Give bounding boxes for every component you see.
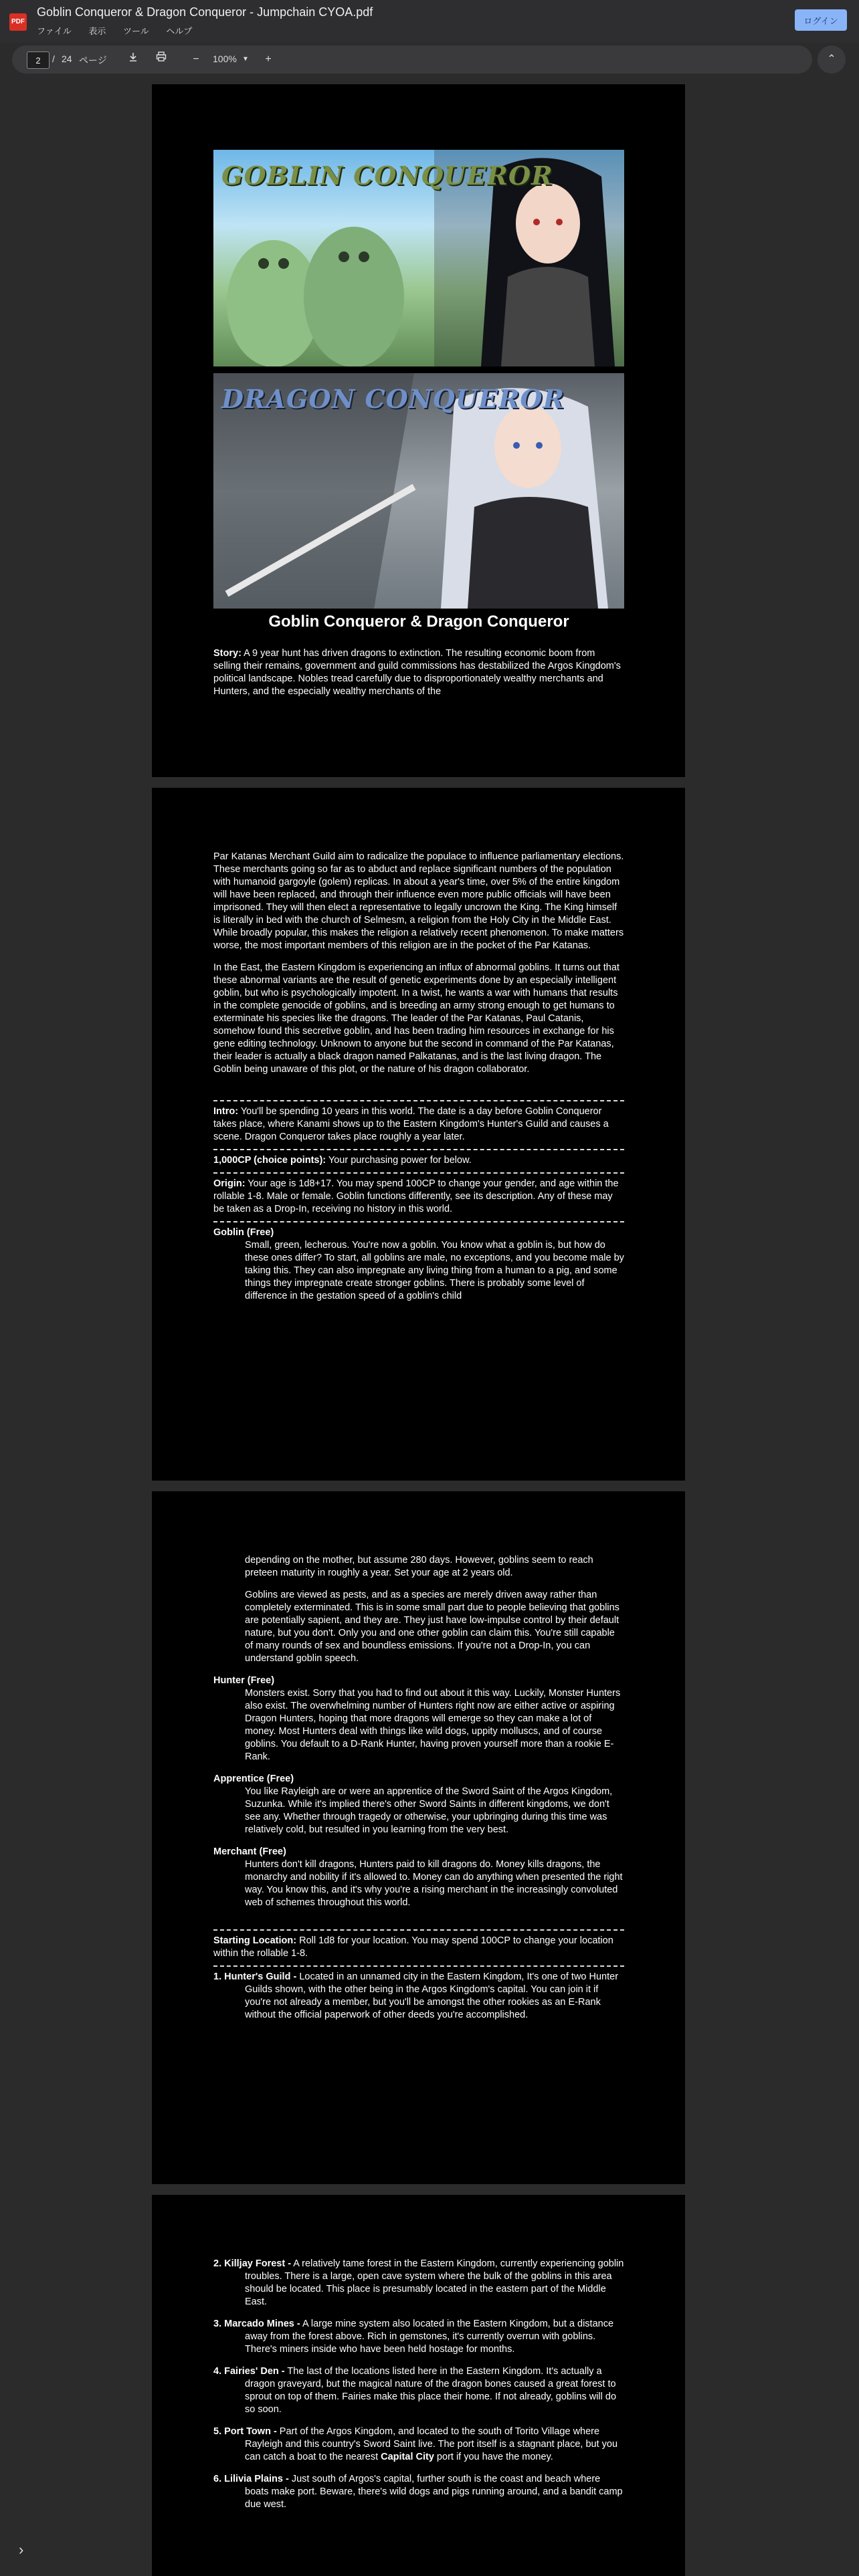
location-6-label: 6. Lilivia Plains - <box>213 2474 289 2484</box>
origin-paragraph <box>213 1178 624 1216</box>
location-2 <box>213 2258 624 2309</box>
goblin-description-cont: depending on the mother, but assume 280 days. However, goblins seem to reach preteen maturity in roughly a year. Set your age at 2 years old. <box>245 1555 593 1578</box>
location-3-text: A large mine system also located in the Eastern Kingdom, but a distance away from the forest above. Rich in gemstones, it's currently overrun with goblins. There's miners inside who have been held hostage for months. <box>245 2319 614 2355</box>
location-3-label: 3. Marcado Mines - <box>213 2319 300 2329</box>
pdf-toolbar <box>12 45 812 74</box>
goblin-label: Goblin (Free) <box>213 1227 274 1238</box>
banner-dragon-title: DRAGON CONQUEROR <box>221 384 565 414</box>
download-icon[interactable] <box>124 51 142 68</box>
merchant-description: Hunters don't kill dragons, Hunters paid to kill dragons do. Money kills dragons, the monarchy and nobility if it's allowed to. Money can do anything when presented the right way. You know this, and it's why you're a rising merchant in the increasingly convoluted web of schemes throughout this world. <box>245 1859 623 1908</box>
apprentice-heading <box>213 1773 624 1786</box>
page-separator: / <box>52 53 55 64</box>
location-5-label: 5. Port Town - <box>213 2426 277 2437</box>
menu-file[interactable]: ファイル <box>37 26 72 36</box>
cp-label: 1,000CP (choice points): <box>213 1155 326 1166</box>
location-6-text: Just south of Argos's capital, further south is the coast and beach where boats make port. Beware, there's wild dogs and pigs running around, and a bandit camp due west. <box>245 2474 623 2510</box>
menu-view[interactable]: 表示 <box>88 26 106 36</box>
divider <box>213 1100 624 1101</box>
page4-content <box>213 2258 624 2520</box>
banner-goblin-title: GOBLIN CONQUEROR <box>221 160 553 191</box>
cp-paragraph <box>213 1154 624 1167</box>
apprentice-label: Apprentice (Free) <box>213 1774 294 1784</box>
cp-text: Your purchasing power for below. <box>326 1155 472 1166</box>
title-bar <box>0 0 859 43</box>
divider <box>213 1929 624 1931</box>
merchant-label: Merchant (Free) <box>213 1846 286 1857</box>
zoom-level[interactable]: 100% <box>213 53 237 64</box>
location-6 <box>213 2473 624 2511</box>
pdf-page-4 <box>152 2195 685 2576</box>
page2-content <box>213 851 624 1303</box>
location-4 <box>213 2365 624 2416</box>
page-number-input[interactable] <box>27 51 50 69</box>
origin-label: Origin: <box>213 1178 246 1189</box>
page-total: 24 <box>62 53 72 64</box>
goblin-heading <box>213 1226 624 1239</box>
chevron-down-icon[interactable]: ▼ <box>242 56 249 63</box>
location-2-label: 2. Killjay Forest - <box>213 2258 292 2269</box>
location-1-text: Located in an unnamed city in the Eastern Kingdom, It's one of two Hunter Guilds shown, with the other being in the Argos Kingdom's capital. You can join it if you're not already a member, but you'll be amongst the other rookies as an E-Rank without the official paperwork of other deeds you're accomplished. <box>245 1971 619 2020</box>
location-5-text-b: port if you have the money. <box>434 2452 553 2462</box>
location-2-text: A relatively tame forest in the Eastern Kingdom, currently experiencing goblin troubles. There is a large, open cave system where the bulk of the goblins in this area should be located. This place is presumably located in the eastern part of the Middle East. <box>245 2258 624 2307</box>
location-4-label: 4. Fairies' Den - <box>213 2366 285 2377</box>
menu-help[interactable]: ヘルプ <box>166 26 193 36</box>
login-button[interactable]: ログイン <box>795 9 847 31</box>
story-paragraph <box>213 647 624 698</box>
story-paragraph-2: Par Katanas Merchant Guild aim to radicalize the populace to influence parliamentary elections. These merchants going so far as to abduct and replace significant numbers of the population with humanoid gargoyle (golem) replicas. In about a year's time, over 5% of the entire kingdom will have been replaced, and through their influence even more public officials will have been imprisoned. They will then elect a representative to legally uncrown the King. The King himself is literally in bed with the church of Selmesm, a religion from the Holy City in the Middle East. While broadly popular, this makes the religion a relatively recent phenomenon. To make matters worse, the most important members of this religion are in the pocket of the Par Katanas. <box>213 851 624 951</box>
dragon-conqueror-banner <box>213 373 624 609</box>
zoom-out-icon[interactable]: − <box>193 53 199 65</box>
document-heading: Goblin Conqueror & Dragon Conqueror <box>268 613 569 631</box>
intro-paragraph <box>213 1105 624 1144</box>
location-5 <box>213 2426 624 2464</box>
divider <box>213 1221 624 1222</box>
divider <box>213 1172 624 1174</box>
location-5-text-a: Part of the Argos Kingdom, and located to the south of Torito Village where Rayleigh and this country's Sword Saint live. The port itself is a stagnant place, but you can catch a boat to the nearest <box>245 2426 618 2462</box>
starting-location-paragraph <box>213 1935 624 1960</box>
pdf-page-2 <box>152 788 685 1481</box>
page-suffix: ページ <box>79 55 107 66</box>
story-text: A 9 year hunt has driven dragons to extinction. The resulting economic boom from selling their remains, government and guild commissions has destabilized the Argos Kingdom's political landscape. Nobles tread carefully due to disproportionately wealthy merchants and Hunters, and the especially wealthy merchants of the <box>213 648 621 697</box>
goblin-conqueror-banner <box>213 150 624 366</box>
hunter-label: Hunter (Free) <box>213 1675 275 1686</box>
pdf-page-3 <box>152 1491 685 2184</box>
location-1 <box>213 1971 624 2022</box>
print-icon[interactable] <box>153 51 170 68</box>
page3-content <box>213 1554 624 2022</box>
story-label: Story: <box>213 648 242 659</box>
origin-text: Your age is 1d8+17. You may spend 100CP to change your gender, and age within the rollable 1-8. Male or female. Goblin functions differently, see its description. Any of these may be taken as a Drop-In, receiving no history in this world. <box>213 1178 619 1214</box>
starting-location-label: Starting Location: <box>213 1935 297 1946</box>
divider <box>213 1149 624 1150</box>
chevron-up-icon[interactable]: ⌃ <box>818 45 846 74</box>
intro-text: You'll be spending 10 years in this world. The date is a day before Goblin Conqueror takes place, where Kanami shows up to the Eastern Kingdom's Hunter's Guild and causes a scene. Dragon Conqueror takes place roughly a year later. <box>213 1106 609 1142</box>
hunter-description: Monsters exist. Sorry that you had to find out about it this way. Luckily, Monster Hunters also exist. The overwhelming number of Hunters right now are either active or aspiring Dragon Hunters, hoping that more dragons will emerge so they can make a lot of money. Most Hunters deal with things like wild dogs, uppity molluscs, and of course goblins. You default to a D-Rank Hunter, having proven yourself more than a rookie E-Rank. <box>245 1688 621 1762</box>
intro-label: Intro: <box>213 1106 239 1117</box>
goblin-description-2: Goblins are viewed as pests, and as a species are merely driven away rather than completely exterminated. This is in some small part due to people believing that goblins are potentially sapient, and they are. They just have low-impulse control by their default nature, but you don't. Only you and one other goblin can claim this. You're still capable of many rounds of sex and boundless emissions. If you're not a Drop-In, you can understand goblin speech. <box>245 1590 619 1664</box>
divider <box>213 1965 624 1967</box>
merchant-heading <box>213 1846 624 1858</box>
document-title: Goblin Conqueror & Dragon Conqueror - Jumpchain CYOA.pdf <box>37 5 373 19</box>
menu-bar <box>37 24 207 37</box>
location-3 <box>213 2318 624 2356</box>
capital-city-text: Capital City <box>381 2452 434 2462</box>
zoom-in-icon[interactable]: + <box>265 53 272 65</box>
menu-tools[interactable]: ツール <box>123 26 149 36</box>
starting-location-text: Roll 1d8 for your location. You may spend 100CP to change your location within the rollable 1-8. <box>213 1935 613 1959</box>
location-4-text: The last of the locations listed here in the Eastern Kingdom. It's actually a dragon graveyard, but the magical nature of the dragon bones caused a great forest to sprout on top of them. Fairies make this place their home. If not already, goblins will do so soon. <box>245 2366 617 2415</box>
location-1-label: 1. Hunter's Guild - <box>213 1971 297 1982</box>
pdf-app-icon: PDF <box>9 13 27 31</box>
hunter-heading <box>213 1675 624 1687</box>
apprentice-description: You like Rayleigh are or were an apprentice of the Sword Saint of the Argos Kingdom, Suzunka. While it's implied there's other Sword Saints in different kingdoms, we don't see any. Whether through tragedy or otherwise, your upbringing during this time was relatively cold, but resulted in you learning from the very best. <box>245 1786 613 1835</box>
goblin-description: Small, green, lecherous. You're now a goblin. You know what a goblin is, but how do these ones differ? To start, all goblins are male, no exceptions, and you become male by taking this. They can also impregnate any living thing from a human to a pig, and some things they impregnate create stronger goblins. There is probably some level of difference in the gestation speed of a goblin's child <box>245 1240 624 1301</box>
pdf-page-1 <box>152 84 685 777</box>
story-paragraph-3: In the East, the Eastern Kingdom is experiencing an influx of abnormal goblins. It turns out that these abnormal variants are the result of genetic experiments done by an especially intelligent goblin, but who is psychologically impotent. In a twist, he wants a war with humans that results in the complete genocide of goblins, and is breeding an army strong enough to get humans to exterminate his species like the dragons. The leader of the Par Katanas, Paul Catanis, somehow found this secretive goblin, and has been trading him resources in exchange for his gene editing technology. Unknown to anyone but the second in command of the Par Katanas, their leader is actually a black dragon named Palkatanas, and is the last living dragon. The Goblin being unaware of this plot, or the nature of his dragon collaborator. <box>213 962 619 1075</box>
chevron-right-icon[interactable]: › <box>19 2541 24 2558</box>
